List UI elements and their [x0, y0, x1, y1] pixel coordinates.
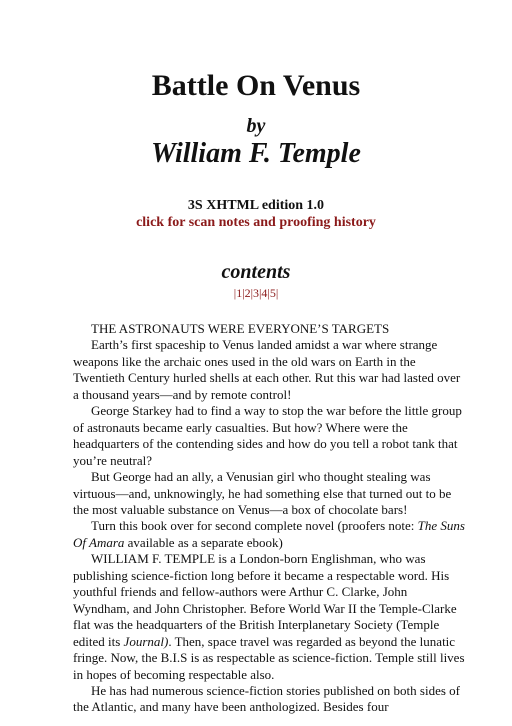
journal-title: Journal) — [123, 633, 169, 649]
contents-link-3[interactable]: 3 — [253, 286, 259, 300]
contents-heading: contents — [221, 261, 291, 283]
contents-link-2[interactable]: 2 — [244, 286, 251, 300]
proofers-note-text: Turn this book over for second complete novel (proofers note: — [91, 518, 418, 534]
contents-separator: | — [242, 286, 245, 300]
contents-link-5[interactable]: 5 — [269, 286, 276, 300]
by-line: by — [246, 115, 266, 137]
contents-separator: | — [275, 286, 279, 300]
blurb-headline: THE ASTRONAUTS WERE EVERYONE’S TARGETS — [91, 321, 390, 336]
blurb-paragraph: But George had an ally, a Venusian girl who thought stealing was virtuous—and, unknowingly, he had something else that turned out to be the most valuable substance on Venus—a box of chocolate bars! — [73, 469, 452, 517]
contents-link-4[interactable]: 4 — [261, 286, 268, 300]
blurb-paragraph — [73, 518, 465, 551]
author-bio-paragraph — [73, 551, 465, 683]
contents-link-1[interactable]: 1 — [236, 286, 243, 300]
companion-novel-title: The Suns Of Amara — [73, 518, 465, 550]
contents-separator: | — [259, 286, 262, 300]
author-bio-text: WILLIAM F. TEMPLE is a London-born Englishman, who was publishing science-fiction long before it became a respectable word. His youthful friends and fellow-authors were Arthur C. Clarke, John Wyndham, and John Christopher. Before World War II the Temple-Clarke flat was the headquarters of the British Interplanetary Society (Temple edited its — [73, 551, 457, 649]
blurb-paragraph: Earth’s first spaceship to Venus landed amidst a war where strange weapons like the archaic ones used in the old wars on Earth in the Twentieth Century hurled shells at each other. Rut this war had lasted over a thousand years—and by remote control! — [73, 337, 461, 402]
author-bio-text: . Then, space travel was regarded as beyond the lunatic fringe. Now, the B.I.S is as respectable as science-fiction. Temple still lives in hopes of becoming respectable also. — [73, 633, 465, 682]
scan-notes-link[interactable]: click for scan notes and proofing history — [136, 215, 376, 230]
blurb-paragraph: George Starkey had to find a way to stop the war before the little group of astronauts became early casualties. But how? Where were the headquarters of the contending sides and how do you tell a robot tank that you’re neutral? — [73, 403, 462, 468]
contents-separator: | — [233, 286, 237, 300]
contents-links — [0, 286, 512, 300]
proofers-note-text: available as a separate ebook) — [124, 534, 283, 550]
contents-separator: | — [250, 286, 253, 300]
contents-separator: | — [267, 286, 270, 300]
author-bio-paragraph: He has had numerous science-fiction stories published on both sides of the Atlantic, and many have been anthologized. Besides four — [73, 682, 460, 715]
edition-label: 3S XHTML edition 1.0 — [187, 198, 325, 213]
author-name: William F. Temple — [151, 138, 361, 169]
book-title: Battle On Venus — [151, 69, 361, 102]
blurb-text — [73, 321, 465, 716]
